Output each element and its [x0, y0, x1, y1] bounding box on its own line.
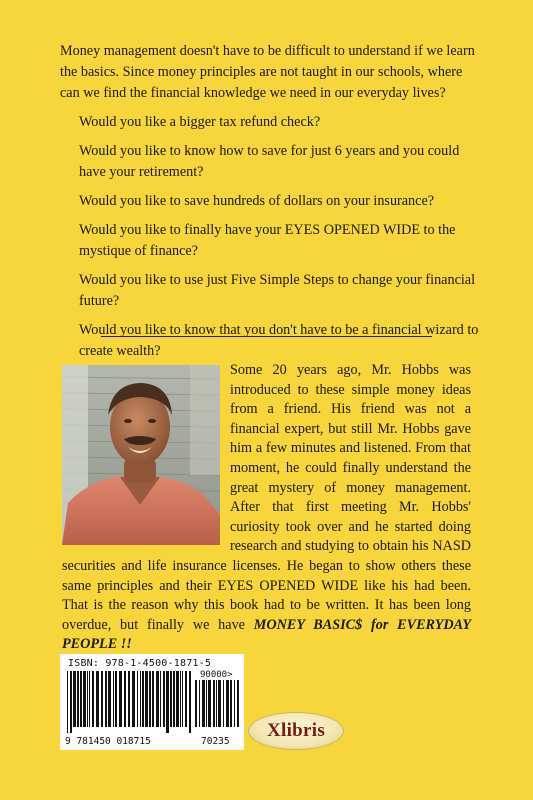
barcode-bar	[202, 680, 205, 727]
barcode-bar	[173, 671, 175, 727]
barcode-bar	[115, 671, 117, 727]
barcode-bar	[156, 671, 159, 727]
addon-barcode	[194, 680, 240, 733]
publisher-logo	[248, 712, 344, 750]
barcode-bar	[142, 671, 144, 727]
barcode-digits: 9 781450 018715	[65, 736, 151, 747]
barcode-bar	[108, 671, 111, 727]
barcode-bar	[77, 671, 79, 727]
barcode-bar	[234, 680, 235, 727]
barcode-bar	[185, 671, 187, 727]
barcode-panel	[60, 654, 244, 750]
barcode-bar	[213, 680, 215, 727]
addon-digits: 70235	[201, 736, 230, 747]
question-item: Would you like a bigger tax refund check?	[79, 114, 321, 130]
barcode-bar	[119, 671, 122, 727]
barcode-bar	[160, 671, 161, 727]
barcode-bar	[199, 680, 200, 727]
barcode-bar	[163, 671, 165, 727]
barcode-bar	[96, 671, 99, 727]
question-item: Would you like to save hundreds of dollars on your insurance?	[79, 193, 435, 209]
barcode-bar	[176, 671, 179, 727]
barcode-bar	[216, 680, 217, 727]
barcode-bar	[208, 680, 211, 727]
barcode-bar	[145, 671, 148, 727]
barcode-bar	[230, 680, 232, 727]
barcode-bar	[124, 671, 126, 727]
barcode-bar	[92, 671, 94, 727]
question-item: Would you like to know that you don't have to be a financial wizard to create wealth?	[79, 322, 479, 359]
barcode-bar	[101, 671, 103, 727]
barcode-bar	[132, 671, 135, 727]
photo-spacer	[62, 361, 230, 547]
ean-barcode	[66, 671, 192, 733]
barcode-bar	[152, 671, 154, 727]
barcode-bar	[226, 680, 229, 727]
barcode-bar	[67, 671, 68, 733]
barcode-bar	[170, 671, 172, 727]
barcode-bar	[195, 680, 197, 727]
barcode-bar	[105, 671, 107, 727]
barcode-bar	[189, 671, 191, 733]
barcode-bar	[149, 671, 151, 727]
barcode-bar	[218, 680, 221, 727]
barcode-bar	[140, 671, 141, 727]
barcode-bar	[182, 671, 183, 727]
barcode-bar	[237, 680, 239, 727]
author-bio	[62, 361, 471, 655]
barcode-bar	[223, 680, 224, 727]
addon-code: 90000>	[200, 670, 233, 680]
isbn-label: ISBN: 978-1-4500-1871-5	[68, 658, 212, 669]
barcode-bar	[83, 671, 86, 727]
book-title-emphasis: MONEY BASIC$ for EVERYDAY PEOPLE !!	[62, 616, 472, 653]
barcode-bar	[87, 671, 88, 727]
bio-text: Some 20 years ago, Mr. Hobbs was introduced to these simple money ideas from a friend. His friend was not a financial expert, but still Mr. Hobbs gave him a few minutes and listened. From that moment, he could finally understand the great mystery of money management. After that first meeting Mr. Hobbs' curiosity took over and he started doing research and studying to obtain his NASD securities and life insurance licenses. He began to show others these same principles and their EYES OPENED WIDE like his had been. That is the reason why this book had to be written. It has been long overdue, but finally we have	[62, 362, 471, 633]
question-list	[79, 112, 479, 370]
barcode-bar	[206, 680, 207, 727]
barcode-bar	[80, 671, 82, 727]
barcode-bar	[137, 671, 138, 727]
barcode-bar	[73, 671, 76, 727]
question-item: Would you like to use just Five Simple Steps to change your financial future?	[79, 272, 476, 309]
section-divider	[101, 336, 432, 337]
publisher-name: Xlibris	[266, 720, 326, 741]
question-item: Would you like to finally have your EYES OPENED WIDE to the mystique of finance?	[79, 222, 456, 259]
barcode-bar	[180, 671, 181, 727]
barcode-bar	[128, 671, 130, 727]
barcode-bar	[113, 671, 114, 727]
barcode-bar	[70, 671, 72, 733]
question-item: Would you like to know how to save for just 6 years and you could have your retirement?	[79, 143, 460, 180]
barcode-bar	[89, 671, 90, 727]
barcode-bar	[166, 671, 169, 733]
intro-paragraph: Money management doesn't have to be difficult to understand if we learn the basics. Since money principles are not taught in our schools, where can we find the financial knowledge we need in our everyday lives?	[60, 43, 475, 101]
